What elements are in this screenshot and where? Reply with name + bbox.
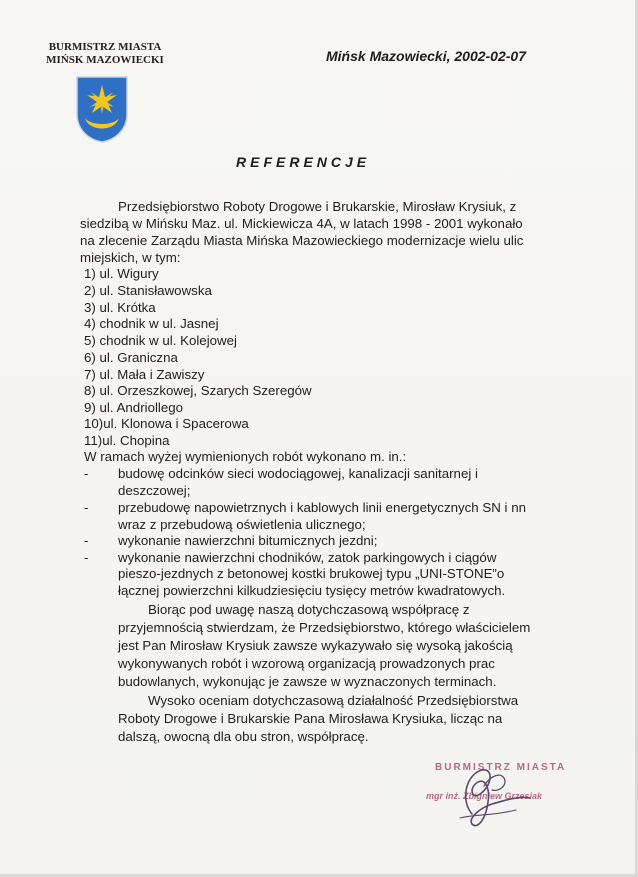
bullet-dash: - [84,550,89,565]
street-number: 4) [84,316,96,331]
street-number: 10) [84,416,104,431]
stamp-title: BURMISTRZ MIASTA [435,762,567,773]
closing-line: przyjemnością stwierdzam, że Przedsiębiorstwo, którego właścicielem [118,620,531,635]
document-title: REFERENCJE [236,154,371,170]
closing-line: dalszą, owocną dla obu stron, współpracę. [118,729,369,744]
closing-line: wykonywanych robót i wzorową organizacją prowadzonych prac [118,656,495,671]
street-number: 1) [84,266,96,281]
scope-intro: W ramach wyżej wymienionych robót wykonano m. in.: [84,449,407,464]
street-label: ul. Graniczna [99,350,178,365]
street-label: ul. Andriollego [99,400,184,415]
intro-line: miejskich, w tym: [80,250,181,265]
place-and-date: Mińsk Mazowiecki, 2002-02-07 [326,48,526,64]
handwritten-signature [420,756,590,836]
street-item [84,333,237,349]
bullet-dash: - [84,500,89,515]
street-number: 5) [84,333,96,348]
bullet-dash: - [84,466,89,481]
street-item [84,283,212,299]
street-item [84,400,183,416]
street-number: 3) [84,300,96,315]
street-label: ul. Stanisławowska [99,283,212,298]
street-item [84,266,159,282]
scope-line: budowę odcinków sieci wodociągowej, kanalizacji sanitarnej i [118,466,478,481]
street-item [84,316,219,332]
bullet-dash: - [84,533,89,548]
intro-line: na zlecenie Zarządu Miasta Mińska Mazowieckiego modernizacje wielu ulic [80,233,524,248]
scope-line: pieszo-jezdnych z betonowej kostki brukowej typu „UNI-STONE”o [118,566,505,581]
street-number: 7) [84,367,96,382]
closing-line: budowlanych, wykonując je zawsze w wyznaczonych terminach. [118,674,497,689]
street-number: 2) [84,283,96,298]
office-line-2: MIŃSK MAZOWIECKI [46,54,164,66]
intro-line: siedzibą w Mińsku Maz. ul. Mickiewicza 4A, w latach 1998 - 2001 wykonało [80,216,523,231]
letterhead-office [40,41,170,67]
scope-line: wykonanie nawierzchni bitumicznych jezdni; [118,533,378,548]
street-label: chodnik w ul. Jasnej [99,316,219,331]
street-number: 8) [84,383,96,398]
street-number: 9) [84,400,96,415]
street-label: ul. Chopina [102,433,170,448]
city-coat-of-arms-icon [74,74,130,144]
closing-line: Wysoko oceniam dotychczasową działalność Przedsiębiorstwa [148,693,519,708]
street-number: 6) [84,350,96,365]
street-item [84,433,170,449]
scope-line: deszczowej; [118,483,191,498]
scope-line: wykonanie nawierzchni chodników, zatok parkingowych i ciągów [118,550,497,565]
street-label: chodnik w ul. Kolejowej [99,333,238,348]
closing-line: jest Pan Mirosław Krysiuk zawsze wykazywało się wysoką jakością [118,638,513,653]
street-label: ul. Mała i Zawiszy [99,367,205,382]
intro-line: Przedsiębiorstwo Roboty Drogowe i Brukarskie, Mirosław Krysiuk, z [118,199,517,214]
street-label: ul. Krótka [99,300,156,315]
street-item [84,383,312,399]
scope-line: przebudowę napowietrznych i kablowych linii energetycznych SN i nn [118,500,526,515]
street-label: ul. Klonowa i Spacerowa [103,416,249,431]
street-item [84,367,204,383]
street-item [84,300,156,316]
street-number: 11) [84,433,103,448]
scope-line: łącznej powierzchni kilkudziesięciu tysięcy metrów kwadratowych. [118,583,506,598]
stamp-name: mgr inż. Zbigniew Grzesiak [426,791,543,801]
closing-line: Biorąc pod uwagę naszą dotychczasową współpracę z [148,602,470,617]
street-item [84,350,178,366]
office-line-1: BURMISTRZ MIASTA [48,41,162,53]
street-label: ul. Orzeszkowej, Szarych Szeregów [99,383,312,398]
street-item [84,416,249,432]
scope-line: wraz z przebudową oświetlenia ulicznego; [118,517,366,532]
closing-line: Roboty Drogowe i Brukarskie Pana Mirosława Krysiuka, licząc na [118,711,503,726]
street-label: ul. Wigury [99,266,159,281]
